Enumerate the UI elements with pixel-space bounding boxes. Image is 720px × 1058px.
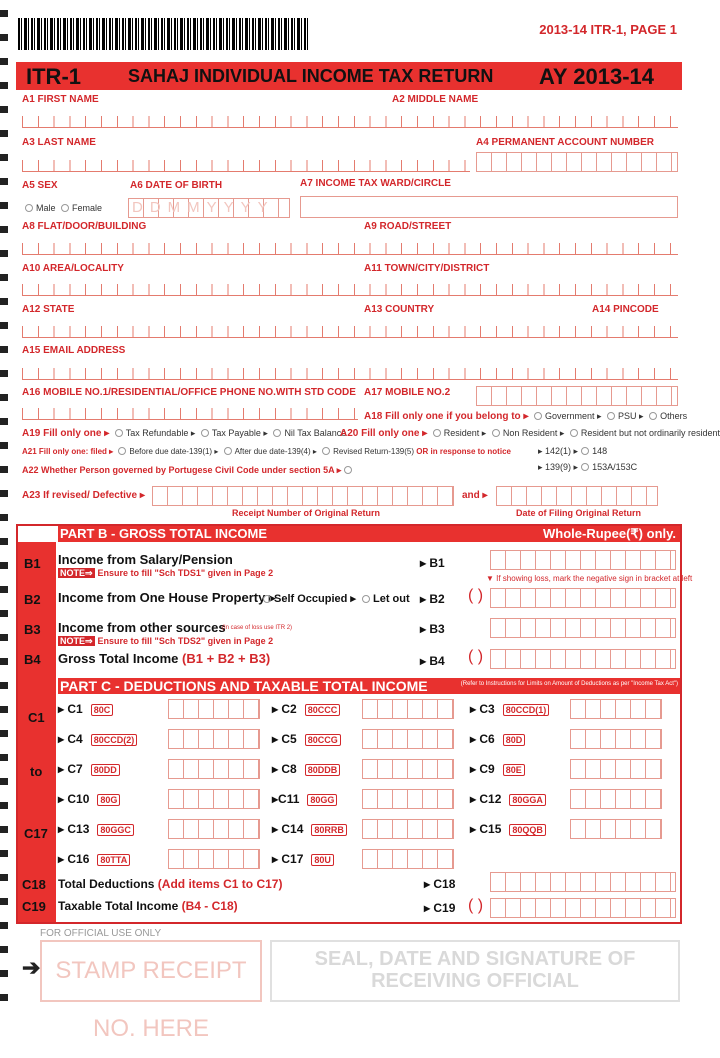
c19-arrow: ▸ C19	[424, 901, 456, 915]
dob-label: A6 DATE OF BIRTH	[130, 180, 223, 191]
deduction-amount[interactable]	[362, 849, 454, 869]
b3-note-text: Ensure to fill "Sch TDS2" given in Page 2	[97, 636, 274, 646]
nil-label: Nil Tax Balance	[284, 428, 347, 438]
b1-note	[58, 568, 273, 579]
deduction-number: ▸ C3	[470, 702, 495, 716]
deduction-item-10	[58, 792, 123, 806]
pan-label: A4 PERMANENT ACCOUNT NUMBER	[476, 137, 654, 148]
part-c-title: PART C - DEDUCTIONS AND TAXABLE TOTAL INCOME	[60, 678, 428, 694]
town-label: A11 TOWN/CITY/DISTRICT	[364, 263, 490, 274]
deduction-amount[interactable]	[168, 849, 260, 869]
deduction-number: ▸C11	[272, 792, 300, 806]
b1-arrow: ▸ B1	[420, 556, 445, 570]
a23-label: A23 If revised/ Defective ▸	[22, 490, 145, 501]
country-label: A13 COUNTRY	[364, 304, 435, 315]
c19-label	[58, 899, 238, 913]
right-registration-marks	[0, 0, 8, 1011]
section-code: 80QQB	[509, 824, 546, 836]
revised-label: Revised Return-139(5)	[333, 447, 415, 456]
deduction-amount[interactable]	[570, 729, 662, 749]
a21-row	[22, 447, 511, 456]
part-b-bar	[58, 526, 680, 542]
psu-radio[interactable]	[607, 412, 615, 420]
sec-139-9-label: ▸ 139(9) ▸	[538, 462, 579, 472]
seal-box: SEAL, DATE AND SIGNATURE OF RECEIVING OFFICIAL	[270, 940, 680, 1002]
b4-sign[interactable]: ( )	[468, 648, 484, 665]
deduction-amount[interactable]	[362, 759, 454, 779]
section-code: 80E	[503, 764, 525, 776]
deduction-item-3	[470, 702, 552, 716]
nonresident-label: Non Resident ▸	[502, 428, 565, 438]
b2-sign[interactable]: ( )	[468, 587, 484, 604]
last-name-field[interactable]	[22, 160, 470, 172]
a20-label: A20 Fill only one ▸	[340, 428, 428, 439]
last-name-label: A3 LAST NAME	[22, 137, 96, 148]
c19-label-text: Taxable Total Income	[58, 899, 179, 913]
c18-formula: (Add items C1 to C17)	[157, 877, 283, 891]
pincode-label: A14 PINCODE	[592, 304, 659, 315]
deduction-amount[interactable]	[168, 819, 260, 839]
page-label: 2013-14 ITR-1, PAGE 1	[539, 22, 677, 37]
deduction-amount[interactable]	[168, 759, 260, 779]
deduction-amount[interactable]	[168, 699, 260, 719]
c18-label	[58, 877, 282, 891]
a19-row	[22, 428, 346, 439]
title-bar	[16, 62, 682, 90]
deduction-item-2	[272, 702, 343, 716]
part-c-ref: (Refer to Instructions for Limits on Amount of Deductions as per "Income Tax Act")	[460, 681, 678, 687]
c18-code: C18	[22, 877, 46, 892]
state-country-pin-field[interactable]	[22, 326, 678, 338]
note-tag: NOTE⇒	[60, 568, 93, 578]
deduction-item-6	[470, 732, 528, 746]
deduction-number: ▸ C4	[58, 732, 83, 746]
notice-label: OR in response to notice	[416, 447, 511, 456]
c19-code: C19	[22, 899, 46, 914]
b3-arrow: ▸ B3	[420, 622, 445, 636]
section-code: 80G	[97, 794, 120, 806]
deduction-number: ▸ C14	[272, 822, 304, 836]
deduction-number: ▸ C16	[58, 852, 90, 866]
others-label: Others	[660, 411, 688, 421]
notice-row-2	[538, 462, 637, 473]
ward-field[interactable]	[300, 196, 678, 218]
self-occupied-label: Self Occupied ▸	[274, 593, 356, 605]
section-code: 80C	[91, 704, 114, 716]
note-tag-2: NOTE⇒	[60, 636, 93, 646]
a22-row	[22, 465, 355, 476]
b1-code: B1	[24, 556, 41, 571]
sec-148-radio[interactable]	[581, 447, 589, 455]
mobile2-field[interactable]	[476, 386, 678, 406]
b4-formula: (B1 + B2 + B3)	[182, 651, 271, 666]
deduction-amount[interactable]	[570, 699, 662, 719]
section-code: 80GGA	[509, 794, 546, 806]
female-radio[interactable]	[61, 204, 69, 212]
deduction-item-12	[470, 792, 549, 806]
email-label: A15 EMAIL ADDRESS	[22, 345, 126, 356]
deduction-amount[interactable]	[362, 729, 454, 749]
form-code: ITR-1	[26, 64, 81, 89]
section-code: 80RRB	[311, 824, 347, 836]
b2-arrow: ▸ B2	[420, 592, 445, 606]
c19-amount[interactable]	[490, 898, 676, 918]
self-occupied-radio[interactable]	[263, 595, 271, 603]
section-code: 80CCD(2)	[91, 734, 138, 746]
state-label: A12 STATE	[22, 304, 75, 315]
male-radio[interactable]	[25, 204, 33, 212]
psu-label: PSU ▸	[618, 411, 644, 421]
deduction-number: ▸ C1	[58, 702, 83, 716]
nonresident-radio[interactable]	[492, 429, 500, 437]
b2-label: Income from One House Property ▸	[58, 590, 276, 605]
b1-amount[interactable]	[490, 550, 676, 570]
deduction-number: ▸ C2	[272, 702, 297, 716]
c18-arrow: ▸ C18	[424, 877, 456, 891]
phone-field[interactable]	[22, 408, 358, 420]
email-field[interactable]	[22, 368, 678, 380]
deduction-number: ▸ C7	[58, 762, 83, 776]
date-caption: Date of Filing Original Return	[516, 508, 642, 518]
deduction-item-4	[58, 732, 140, 746]
part-b-unit: Whole-Rupee(₹) only.	[543, 526, 676, 541]
b2-options	[260, 592, 410, 605]
notice-row-1	[538, 446, 607, 457]
b3-label: Income from other sources	[58, 620, 226, 635]
deduction-item-7	[58, 762, 123, 776]
deduction-number: ▸ C8	[272, 762, 297, 776]
a21-label: A21 Fill only one: filed ▸	[22, 447, 114, 456]
sec-153-radio[interactable]	[581, 463, 589, 471]
c18-label-text: Total Deductions	[58, 877, 155, 891]
sec-142-label: ▸ 142(1) ▸	[538, 446, 579, 456]
sex-options	[22, 203, 102, 213]
deduction-item-15	[470, 822, 549, 836]
nil-radio[interactable]	[273, 429, 281, 437]
after-due-label: After due date-139(4) ▸	[234, 447, 317, 456]
female-label: Female	[72, 203, 103, 213]
deduction-item-16	[58, 852, 133, 866]
sex-label: A5 SEX	[22, 180, 58, 191]
section-code: 80U	[311, 854, 334, 866]
deduction-amount[interactable]	[570, 819, 662, 839]
assessment-year: AY 2013-14	[539, 64, 654, 89]
a23-and: and ▸	[462, 490, 488, 501]
area-label: A10 AREA/LOCALITY	[22, 263, 124, 274]
stamp-box: STAMP RECEIPT NO. HERE	[40, 940, 262, 1002]
section-code: 80DDB	[305, 764, 341, 776]
payable-radio[interactable]	[201, 429, 209, 437]
section-code: 80TTA	[97, 854, 130, 866]
section-code: 80DD	[91, 764, 120, 776]
ward-label: A7 INCOME TAX WARD/CIRCLE	[300, 178, 451, 189]
a19-label: A19 Fill only one ▸	[22, 428, 110, 439]
b2-amount[interactable]	[490, 588, 676, 608]
resident-radio[interactable]	[433, 429, 441, 437]
refundable-label: Tax Refundable ▸	[125, 428, 196, 438]
payable-label: Tax Payable ▸	[211, 428, 268, 438]
c19-sign[interactable]: ( )	[468, 897, 484, 914]
flat-road-field[interactable]	[22, 243, 678, 255]
dob-field[interactable]: DDMMYYYY	[128, 198, 290, 218]
area-town-field[interactable]	[22, 284, 678, 296]
b3-note	[58, 636, 273, 647]
deduction-amount[interactable]	[570, 759, 662, 779]
revised-radio[interactable]	[322, 447, 330, 455]
resident-label: Resident ▸	[443, 428, 487, 438]
deduction-item-9	[470, 762, 528, 776]
b1-label: Income from Salary/Pension	[58, 552, 233, 567]
section-code: 80D	[503, 734, 526, 746]
b3-small: (In case of loss use ITR 2)	[222, 625, 293, 631]
road-label: A9 ROAD/STREET	[364, 221, 452, 232]
b3-code: B3	[24, 622, 41, 637]
b4-amount[interactable]	[490, 649, 676, 669]
deduction-item-11	[272, 792, 340, 806]
deduction-number: ▸ C13	[58, 822, 90, 836]
deduction-item-14	[272, 822, 350, 836]
loss-note: ▼ If showing loss, mark the negative sign in bracket at left	[486, 574, 693, 583]
flat-label: A8 FLAT/DOOR/BUILDING	[22, 221, 147, 232]
deduction-amount[interactable]	[168, 729, 260, 749]
before-due-label: Before due date-139(1) ▸	[129, 447, 219, 456]
c18-amount[interactable]	[490, 872, 676, 892]
mobile2-label: A17 MOBILE NO.2	[364, 387, 451, 398]
section-code: 80CCD(1)	[503, 704, 550, 716]
c1-side: C1	[28, 710, 45, 725]
section-code: 80GG	[307, 794, 337, 806]
deduction-number: ▸ C12	[470, 792, 502, 806]
government-radio[interactable]	[534, 412, 542, 420]
deduction-amount[interactable]	[362, 819, 454, 839]
to-side: to	[30, 764, 43, 779]
part-b-title: PART B - GROSS TOTAL INCOME	[60, 526, 268, 541]
refundable-radio[interactable]	[115, 429, 123, 437]
c19-formula: (B4 - C18)	[181, 899, 238, 913]
b3-amount[interactable]	[490, 618, 676, 638]
deduction-item-17	[272, 852, 337, 866]
after-due-radio[interactable]	[224, 447, 232, 455]
phone-label: A16 MOBILE NO.1/RESIDENTIAL/OFFICE PHONE NO.WITH STD CODE	[22, 387, 356, 398]
first-name-label: A1 FIRST NAME	[22, 94, 99, 105]
a18-label: A18 Fill only one if you belong to ▸	[364, 411, 529, 422]
deduction-item-8	[272, 762, 343, 776]
section-code: 80CCC	[305, 704, 341, 716]
section-code: 80GGC	[97, 824, 134, 836]
official-use-label: FOR OFFICIAL USE ONLY	[40, 928, 162, 939]
b1-note-text: Ensure to fill "Sch TDS1" given in Page 2	[97, 568, 274, 578]
receipt-field[interactable]	[152, 486, 454, 506]
b2-code: B2	[24, 592, 41, 607]
before-due-radio[interactable]	[118, 447, 126, 455]
sec-148-label: 148	[592, 446, 608, 456]
deduction-amount[interactable]	[570, 789, 662, 809]
pan-field[interactable]	[476, 152, 678, 172]
rnor-radio[interactable]	[570, 429, 578, 437]
male-label: Male	[36, 203, 56, 213]
b4-label-text: Gross Total Income	[58, 651, 179, 666]
deduction-item-5	[272, 732, 344, 746]
deduction-number: ▸ C5	[272, 732, 297, 746]
part-c-bar	[58, 678, 680, 694]
deduction-number: ▸ C17	[272, 852, 304, 866]
others-radio[interactable]	[649, 412, 657, 420]
deduction-amount[interactable]	[362, 789, 454, 809]
let-out-label: Let out	[373, 593, 410, 605]
deduction-number: ▸ C6	[470, 732, 495, 746]
c17-side: C17	[24, 826, 48, 841]
original-date-field[interactable]	[496, 486, 658, 506]
deduction-number: ▸ C15	[470, 822, 502, 836]
let-out-radio[interactable]	[362, 595, 370, 603]
deduction-item-1	[58, 702, 116, 716]
deduction-item-13	[58, 822, 137, 836]
deduction-amount[interactable]	[362, 699, 454, 719]
b4-code: B4	[24, 652, 41, 667]
b4-label	[58, 651, 270, 666]
arrow-icon: ➔	[22, 955, 41, 980]
sec-153-label: 153A/153C	[592, 462, 638, 472]
deduction-number: ▸ C9	[470, 762, 495, 776]
section-code: 80CCG	[305, 734, 341, 746]
a22-label: A22 Whether Person governed by Portugese Civil Code under section 5A ▸	[22, 465, 342, 475]
first-middle-name-field[interactable]	[22, 116, 678, 128]
middle-name-label: A2 MIDDLE NAME	[392, 94, 479, 105]
deduction-amount[interactable]	[168, 789, 260, 809]
deduction-number: ▸ C10	[58, 792, 90, 806]
a20-row	[340, 428, 720, 439]
government-label: Government ▸	[544, 411, 602, 421]
a18-row	[364, 411, 687, 422]
b4-arrow: ▸ B4	[420, 654, 445, 668]
form-name: SAHAJ INDIVIDUAL INCOME TAX RETURN	[128, 66, 494, 86]
barcode	[18, 18, 310, 50]
rnor-label: Resident but not ordinarily resident	[580, 428, 720, 438]
portugese-radio[interactable]	[344, 466, 352, 474]
receipt-caption: Receipt Number of Original Return	[232, 508, 381, 518]
